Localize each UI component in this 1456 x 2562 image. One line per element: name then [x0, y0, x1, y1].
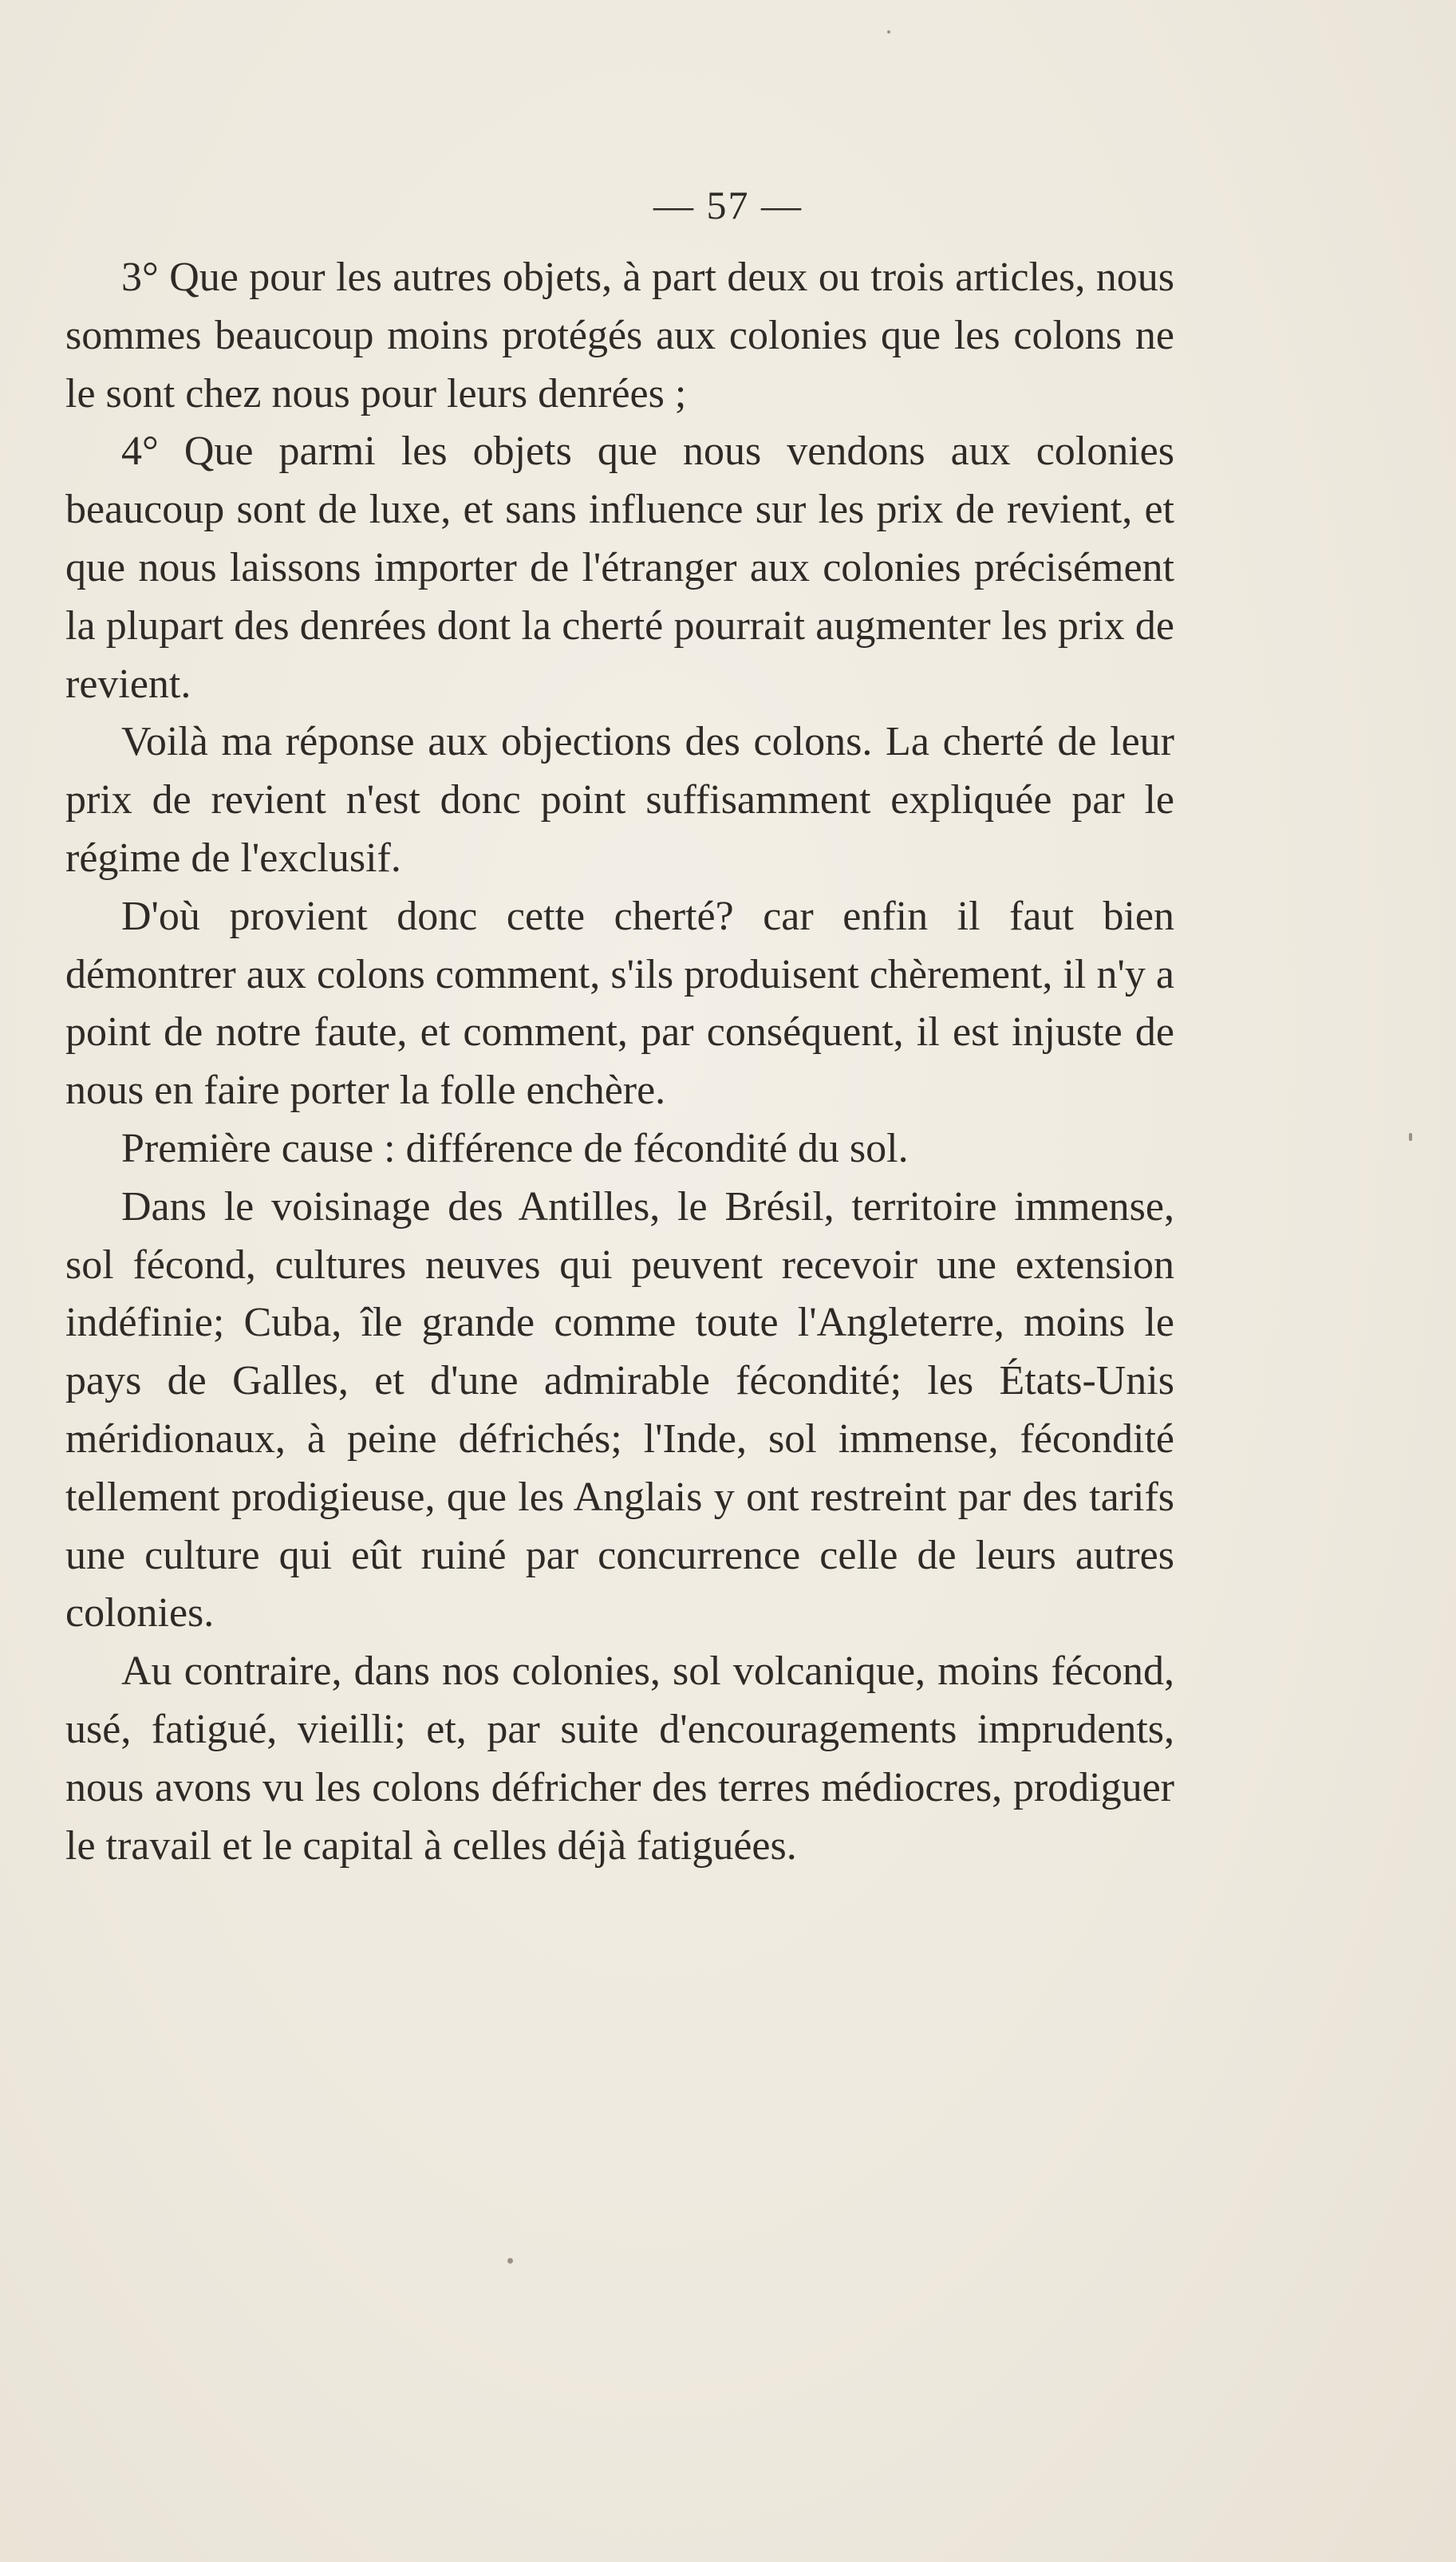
paragraph-contrary: Au contraire, dans nos colonies, sol volcanique, moins fécond, usé, fatigué, vieilli; et, par suite d'encouragements imprudents, nous avons vu les colons défricher des terres médiocres, prodiguer le travail et le capital à celles déjà fatiguées.	[65, 1648, 1174, 1869]
paragraph-question: D'où provient donc cette cherté? car enfin il faut bien démontrer aux colons comment, s'ils produisent chèrement, il n'y a point de notre faute, et comment, par conséquent, il est injuste de nous en faire porter la folle enchère.	[65, 893, 1174, 1114]
body-text	[65, 249, 1174, 1875]
paragraph-reply: Voilà ma réponse aux objections des colons. La cherté de leur prix de revient n'est donc point suffisamment expliquée par le régime de l'exclusif.	[65, 719, 1174, 881]
paragraph-4: 4° Que parmi les objets que nous vendons aux colonies beaucoup sont de luxe, et sans influence sur les prix de revient, et que nous laissons importer de l'étranger aux colonies précisément la plupart des denrées dont la cherté pourrait augmenter les prix de revient.	[65, 428, 1174, 707]
paper-speck	[887, 30, 890, 34]
paper-speck	[1409, 1133, 1412, 1141]
paragraph-3: 3° Que pour les autres objets, à part deux ou trois articles, nous sommes beaucoup moins protégés aux colonies que les colons ne le sont chez nous pour leurs denrées ;	[65, 255, 1174, 416]
paragraph-neighbours: Dans le voisinage des Antilles, le Brésil, territoire immense, sol fécond, cultures neuves qui peuvent recevoir une extension indéfinie; Cuba, île grande comme toute l'Angleterre, moins le pays de Galles, et d'une admirable fécondité; les États-Unis méridionaux, à peine défrichés; l'Inde, sol immense, fécondité tellement prodigieuse, que les Anglais y ont restreint par des tarifs une culture qui eût ruiné par concurrence celle de leurs autres colonies.	[65, 1183, 1174, 1636]
paragraph-first-cause: Première cause : différence de fécondité du sol.	[121, 1125, 909, 1171]
page-number: — 57 —	[653, 183, 803, 227]
paper-speck	[507, 2258, 513, 2264]
